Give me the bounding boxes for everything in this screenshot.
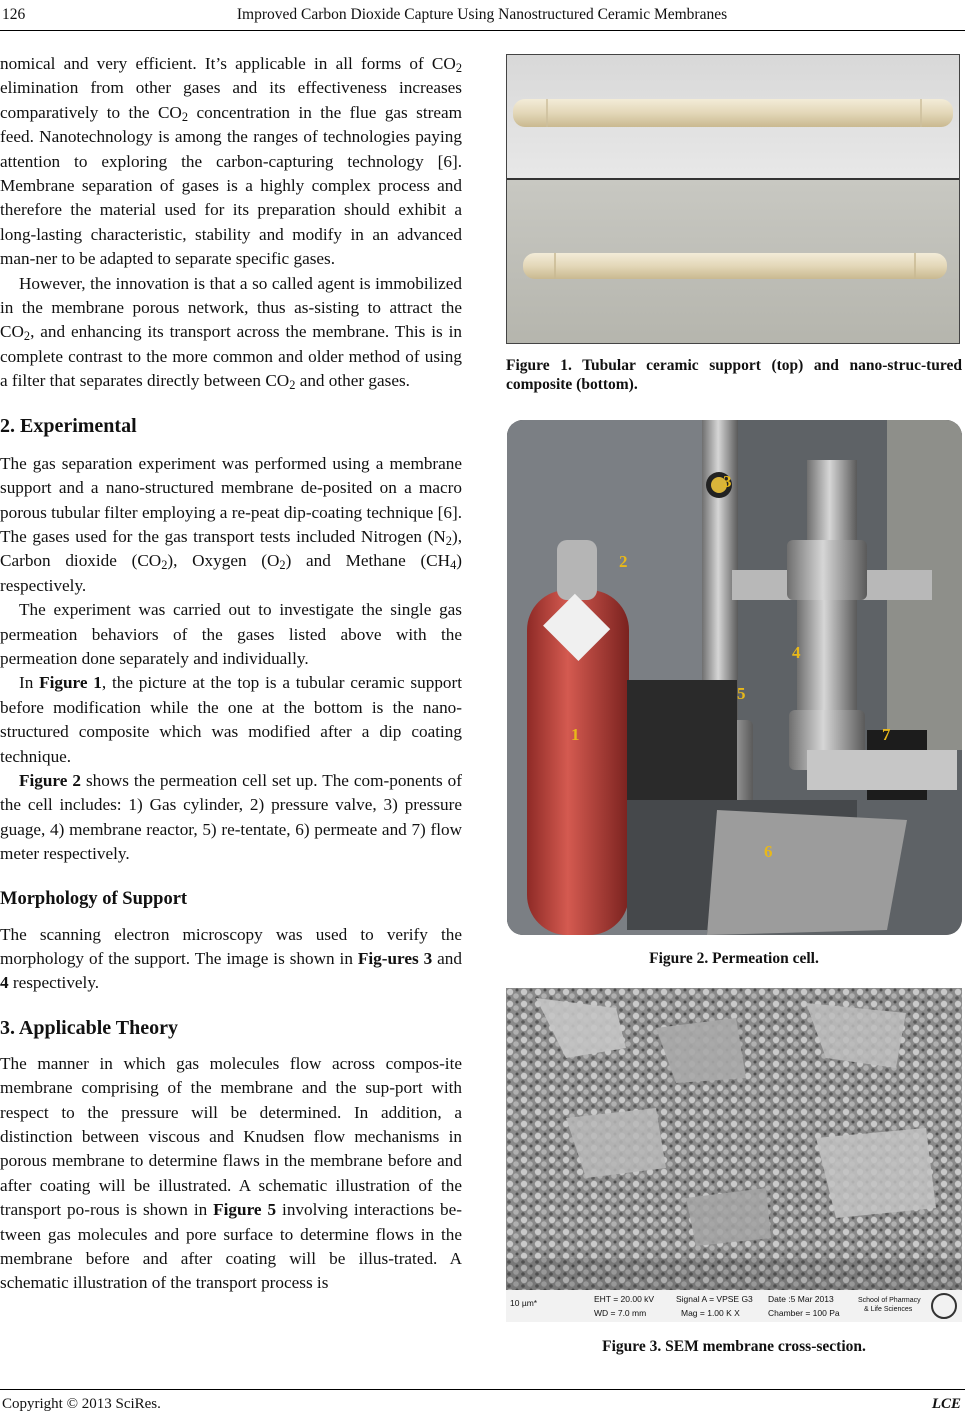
label-3-pressure-gauge: 3 (723, 472, 732, 491)
figure-1-caption: Figure 1. Tubular ceramic support (top) and nano-struc-tured composite (bottom). (506, 357, 962, 393)
heading-experimental: 2. Experimental (0, 414, 137, 437)
sem-mag: Mag = 1.00 K X (681, 1308, 740, 1318)
paragraph-4: The experiment was carried out to investigate the single gas permeation behaviors of the gases listed above with the permeation done separately and individually. (0, 600, 462, 668)
paragraph-3: The gas separation experiment was performed using a membrane support and a nano-structured membrane de-posited on a macro porous tubular filter employing a re-peat dip-coating technique [6]. The gases used for the gas transport tests included Nitrogen $(N_2)$, Carbon dioxide $(CO_2)$, Oxygen $(O_2)$ and Methane $(CH_4)$ respectively. (0, 453, 462, 595)
label-5-retentate: 5 (737, 684, 746, 703)
permeation-cell-image (507, 420, 962, 935)
heading-theory: 3. Applicable Theory (0, 1016, 178, 1039)
copyright: Copyright © 2013 SciRes. (2, 1396, 161, 1412)
label-4-membrane-reactor: 4 (792, 643, 801, 662)
sem-school-1: School of Pharmacy (858, 1297, 921, 1304)
paragraph-8: The manner in which gas molecules flow across compos-ite membrane comprising of the membrane and the sup-port with respect to the pressure will be determined. In addition, a distinction between viscous and Knudsen flow mechanisms in porous membrane to determine flaws in the membrane before and after coating will be illustrated. A schematic illustration of the transport po-rous is shown in Figure 5 involving interactions be-tween gas molecules and pore surface to determine flows in the membrane before and after coating will be illus-trated. A schematic illustration of the transport process is (0, 1053, 463, 1293)
sem-school-2: & Life Sciences (864, 1306, 913, 1313)
label-6-permeate: 6 (764, 842, 773, 861)
page-number: 126 (2, 6, 26, 23)
figure-2-caption: Figure 2. Permeation cell. (649, 950, 819, 967)
university-seal-icon (931, 1293, 957, 1319)
sem-date: Date :5 Mar 2013 (768, 1294, 834, 1304)
tubular-ceramic-image (507, 55, 960, 344)
footer-rule (0, 1389, 965, 1390)
figure-5-ref[interactable]: Figure 5 (213, 1200, 277, 1220)
figure-2-ref[interactable]: Figure 2 (19, 770, 81, 790)
label-1-gas-cylinder: 1 (571, 725, 580, 744)
sem-wd: WD = 7.0 mm (594, 1308, 647, 1318)
label-2-pressure-valve: 2 (619, 552, 628, 571)
paragraph-6: Figure 2 shows the permeation cell set up. The com-ponents of the cell includes: 1) Gas cylinder, 2) pressure valve, 3) pressure guage, 4) membrane reactor, 5) re-tentate, 6) permeate and 7) flow meter respectively. (0, 770, 462, 864)
sem-image (506, 988, 962, 1290)
paragraph-1: nomical and very efficient. It’s applicable in all forms of $CO_2$ elimination from other gases and its effectiveness increases comparatively to the $CO_2$ concentration in the flue gas stream feed. Nanotechnology is among the ranges of technologies paying attention to exploring the carbon-capturing technology [6]. Membrane separation of gases is a highly complex process and therefore the material used for its preparation should exhibit a long-lasting characteristic, stability and modify in an advanced man-ner to be adapted to separate specific gases. (0, 54, 462, 269)
sem-scale: 10 µm* (510, 1298, 538, 1308)
figure-2-photo (507, 420, 962, 935)
left-column (0, 52, 462, 1296)
figure-3-ref[interactable]: Fig-ures 3 (357, 949, 433, 968)
sem-eht: EHT = 20.00 kV (594, 1294, 655, 1304)
sem-chamber: Chamber = 100 Pa (768, 1308, 840, 1318)
paragraph-7: The scanning electron microscopy was used to verify the morphology of the support. The image is shown in Fig-ures 3 and 4 respectively. (0, 924, 462, 993)
figure-1-ref[interactable]: Figure 1 (39, 673, 102, 693)
sem-info-bar (506, 1290, 962, 1322)
running-title: Improved Carbon Dioxide Capture Using Nanostructured Ceramic Membranes (236, 6, 728, 23)
figure-3-caption: Figure 3. SEM membrane cross-section. (602, 1338, 866, 1355)
paragraph-5: In Figure 1, the picture at the top is a tubular ceramic support before modification while the one at the bottom is the nano-structured composite which was modified after a dip coating technique. (0, 673, 462, 766)
figure-1-photo (506, 54, 960, 344)
paragraph-2: However, the innovation is that a so called agent is immobilized in the membrane porous network, thus as-sisting to attract the $CO_2$, and enhancing its transport across the membrane. This is in complete contrast to the more common and older method of using a filter that separates directly between $CO_2$ and other gases. (0, 273, 462, 393)
journal-abbrev: LCE (931, 1396, 961, 1412)
heading-morphology: Morphology of Support (0, 888, 188, 909)
sem-signal: Signal A = VPSE G3 (676, 1294, 753, 1304)
label-7-flow-meter: 7 (882, 725, 891, 744)
header-rule (0, 30, 965, 31)
figure-3-photo (506, 988, 962, 1290)
figure-4-ref[interactable]: 4 (0, 973, 9, 993)
